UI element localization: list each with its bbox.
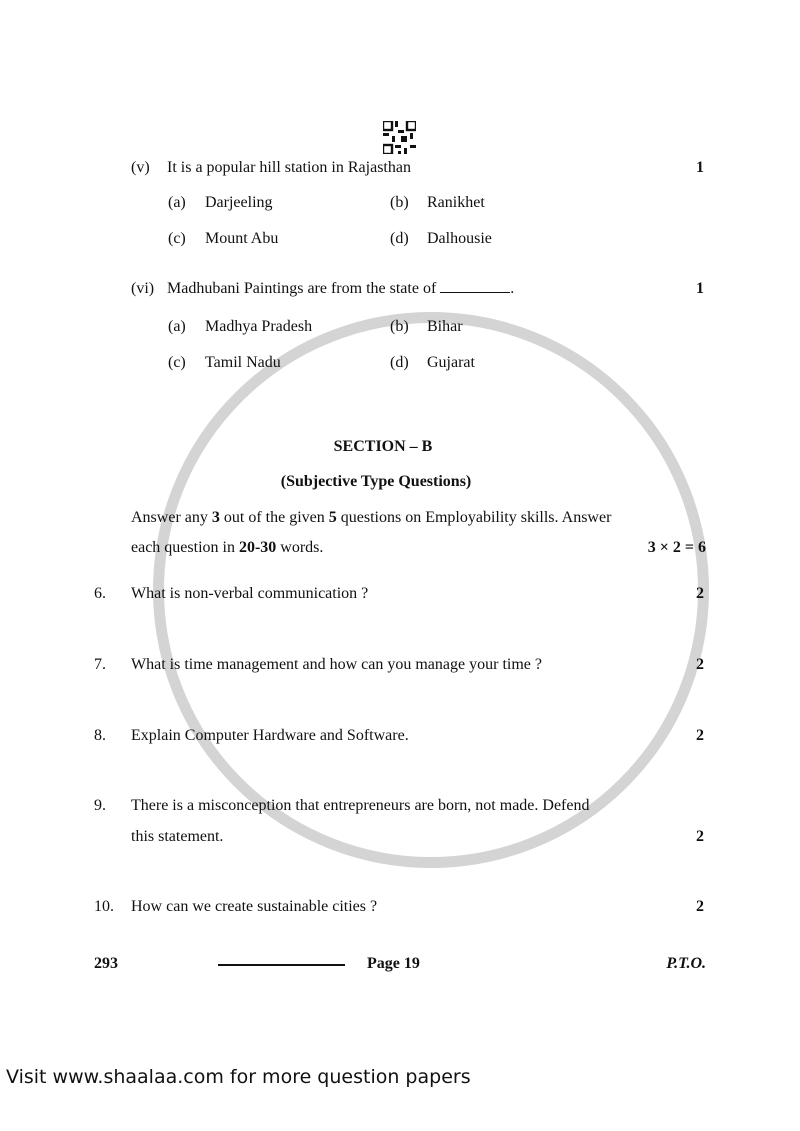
option-text: Ranikhet — [427, 194, 485, 211]
question-number: 7. — [94, 656, 106, 673]
section-marks: 3 × 2 = 6 — [647, 539, 706, 556]
option-label: (a) — [168, 318, 186, 335]
question-text: Explain Computer Hardware and Software. — [131, 727, 409, 744]
question-text-main: Madhubani Paintings are from the state of — [167, 280, 437, 297]
qr-code-icon — [383, 121, 416, 154]
question-marks: 2 — [696, 727, 704, 744]
instr-text: each question in — [131, 539, 239, 556]
question-text: How can we create sustainable cities ? — [131, 898, 378, 915]
option-label: (c) — [168, 354, 186, 371]
visit-link-text[interactable]: Visit www.shaalaa.com for more question papers — [6, 1066, 471, 1088]
question-text: What is non-verbal communication ? — [131, 585, 369, 602]
option-text: Dalhousie — [427, 230, 492, 247]
question-marks: 2 — [696, 828, 704, 845]
option-label: (d) — [390, 230, 409, 247]
option-text: Mount Abu — [205, 230, 279, 247]
instr-text: Answer any — [131, 509, 212, 526]
question-marks: 2 — [696, 656, 704, 673]
question-marks: 2 — [696, 585, 704, 602]
section-instructions-line1 — [131, 509, 611, 527]
question-text — [167, 280, 514, 298]
section-subtitle: (Subjective Type Questions) — [280, 473, 472, 490]
question-number: (vi) — [131, 280, 155, 297]
option-text: Tamil Nadu — [205, 354, 281, 371]
footer-divider — [218, 964, 345, 966]
question-text: What is time management and how can you manage your time ? — [131, 656, 542, 673]
question-number: 8. — [94, 727, 106, 744]
option-text: Madhya Pradesh — [205, 318, 313, 335]
option-label: (b) — [390, 318, 409, 335]
option-text: Bihar — [427, 318, 463, 335]
instr-text: out of the given — [219, 509, 329, 526]
instr-number: 3 — [211, 509, 220, 526]
section-title: SECTION – B — [333, 438, 433, 455]
instr-number: 20-30 — [238, 539, 277, 556]
option-label: (c) — [168, 230, 186, 247]
page-number: Page 19 — [367, 955, 420, 972]
option-text: Darjeeling — [205, 194, 273, 211]
section-instructions-line2 — [131, 539, 323, 557]
instr-text: words. — [276, 539, 324, 556]
question-text-continued: this statement. — [131, 828, 224, 845]
answer-blank — [440, 280, 510, 293]
question-marks: 1 — [696, 280, 704, 297]
option-label: (b) — [390, 194, 409, 211]
option-label: (d) — [390, 354, 409, 371]
option-label: (a) — [168, 194, 186, 211]
pto-label: P.T.O. — [666, 955, 706, 972]
question-number: 10. — [94, 898, 114, 915]
question-number: 9. — [94, 797, 106, 814]
question-marks: 2 — [696, 898, 704, 915]
instr-text: questions on Employability skills. Answer — [336, 509, 612, 526]
question-number: (v) — [131, 159, 150, 176]
question-text: There is a misconception that entrepreneurs are born, not made. Defend — [131, 797, 590, 814]
option-text: Gujarat — [427, 354, 475, 371]
question-suffix: . — [510, 280, 515, 297]
question-text: It is a popular hill station in Rajasthan — [167, 159, 411, 176]
question-number: 6. — [94, 585, 106, 602]
question-marks: 1 — [696, 159, 704, 176]
instr-number: 5 — [328, 509, 337, 526]
paper-code: 293 — [94, 955, 118, 972]
